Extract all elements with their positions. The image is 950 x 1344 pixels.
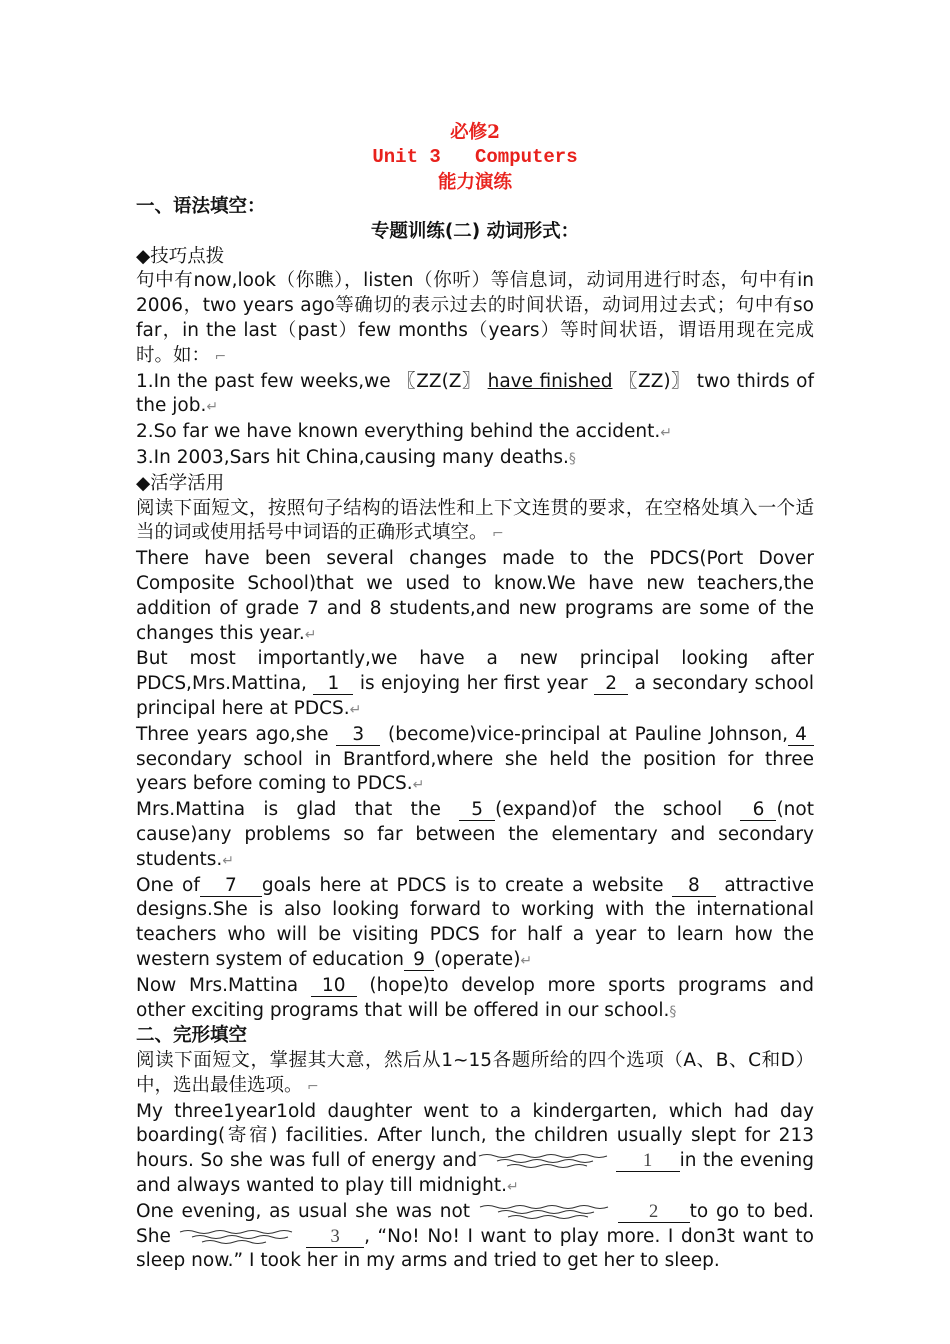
paragraph-mark-icon: ↵: [412, 777, 425, 794]
paragraph-mark-icon: ⌐: [210, 348, 227, 365]
blank-2[interactable]: 2: [594, 674, 628, 695]
tips-paragraph: 句中有now,look（你瞧），listen（你听）等信息词，动词用进行时态，句中有in 2006，two years ago等确切的表示过去的时间状语，动词用过去式；句中有so far，in the last（past）few months（years）等时间状语，谓语用现在完成时。如： ⌐: [136, 270, 814, 366]
paragraph-mark-icon: ↵: [206, 399, 219, 416]
cloze-blank-3[interactable]: 3: [306, 1227, 364, 1248]
wavy-underline-icon: [178, 1228, 298, 1246]
practice-instructions: 阅读下面短文，按照句子结构的语法性和上下文连贯的要求，在空格处填入一个适当的词或使用括号中词语的正确形式填空。 ⌐: [136, 497, 814, 544]
cloze-instructions: 阅读下面短文，掌握其大意，然后从1~15各题所给的四个选项（A、B、C和D）中，选出最佳选项。 ⌐: [136, 1050, 814, 1096]
tips-title: ◆技巧点拨: [136, 245, 225, 267]
book-title: 必修2: [450, 122, 500, 143]
paragraph-mark-icon: ↵: [304, 626, 317, 643]
example-2: 2.So far we have known everything behind the accident.↵: [136, 421, 672, 443]
unit-title: Unit 3 Computers: [372, 146, 578, 168]
paragraph-mark-icon: ⌐: [487, 526, 504, 543]
paragraph-mark-icon: ↵: [506, 1179, 519, 1196]
practice-title: ◆活学活用: [136, 472, 225, 494]
section2-heading: 二、完形填空: [136, 1025, 248, 1047]
blank-1[interactable]: 1: [313, 674, 353, 695]
section-mark-icon: §: [568, 450, 576, 467]
cloze-blank-1[interactable]: 1: [616, 1151, 680, 1172]
example-1-cont: the job.↵: [136, 395, 219, 417]
cloze-paragraph-1: My three1year1old daughter went to a kindergarten, which had day boarding(寄宿) facilities. After lunch, the children usually slept for 213 hours. So she was full of energy and 1 in the evening and always wanted to play till midnight.↵: [136, 1100, 814, 1197]
document-page: [136, 120, 814, 1274]
cloze-paragraph-2: One evening, as usual she was not 2 to go to bed. She 3 , “No! No! I want to play more. I don3t want to sleep now.” I took her in my arms and tried to get her to sleep.: [136, 1200, 814, 1272]
paragraph-mark-icon: ↵: [222, 852, 234, 869]
paragraph-mark-icon: ↵: [349, 701, 362, 718]
passage-paragraph-2: But most importantly,we have a new principal looking after PDCS,Mrs.Mattina, 1 is enjoying her first year 2 a secondary school principal here at PDCS.↵: [136, 648, 814, 719]
blank-5[interactable]: 5: [459, 800, 495, 821]
passage-paragraph-5: One of 7 goals here at PDCS is to create a website 8 attractive designs.She is also looking forward to working with the international teachers who will be visiting PDCS for half a year to learn how the western system of education 9 (operate)↵: [136, 874, 814, 970]
section1-subheading: 专题训练(二) 动词形式：: [370, 220, 580, 242]
section-title: 能力演练: [437, 172, 512, 193]
example-1: 1.In the past few weeks,we 〖ZZ(Z〗 have finished 〖ZZ)〗 two thirds of: [136, 370, 814, 392]
paragraph-mark-icon: ↵: [660, 425, 672, 442]
paragraph-mark-icon: ↵: [520, 952, 533, 969]
passage-paragraph-4: Mrs.Mattina is glad that the 5 (expand)of the school 6 (not cause)any problems so far between the elementary and secondary students.↵: [136, 799, 814, 870]
blank-8[interactable]: 8: [672, 876, 716, 897]
wavy-underline-icon: [477, 1152, 609, 1170]
cloze-blank-2[interactable]: 2: [618, 1202, 690, 1223]
paragraph-mark-icon: ⌐: [302, 1078, 319, 1095]
blank-6[interactable]: 6: [740, 800, 776, 821]
blank-4[interactable]: 4: [788, 725, 814, 746]
example-answer: have finished: [487, 370, 613, 392]
passage-paragraph-1: There have been several changes made to the PDCS(Port Dover Composite School)that we used to know.We have new teachers,the addition of grade 7 and 8 students,and new programs are some of the changes this year.↵: [136, 548, 814, 644]
wavy-underline-icon: [478, 1203, 610, 1221]
example-3: 3.In 2003,Sars hit China,causing many deaths.§: [136, 446, 576, 468]
passage-paragraph-6: Now Mrs.Mattina 10 (hope)to develop more sports programs and other exciting programs that will be offered in our school.§: [136, 974, 814, 1021]
section-mark-icon: §: [669, 1003, 677, 1020]
blank-3[interactable]: 3: [336, 725, 380, 746]
blank-7[interactable]: 7: [200, 876, 262, 897]
passage-paragraph-3: Three years ago,she 3 (become)vice-principal at Pauline Johnson, 4 secondary school in Brantford,where she held the position for three years before coming to PDCS.↵: [136, 723, 814, 795]
section1-heading: 一、语法填空：: [136, 196, 266, 217]
blank-9[interactable]: 9: [404, 950, 434, 971]
blank-10[interactable]: 10: [311, 976, 357, 997]
